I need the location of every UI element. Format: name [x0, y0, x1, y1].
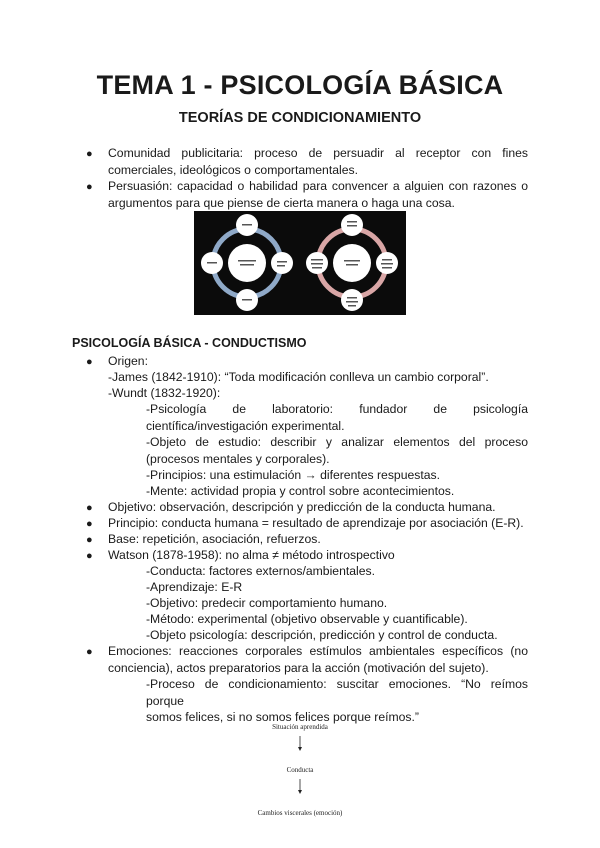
emociones-proceso: [146, 676, 528, 726]
down-arrow-icon: [298, 779, 302, 795]
bullet-icon: ●: [86, 356, 93, 368]
wundt-objeto-line: (procesos mentales y corporales).: [146, 451, 330, 466]
watson-item: -Objetivo: predecir comportamiento humano.: [146, 596, 388, 610]
intro-item: [108, 145, 528, 178]
bullet-icon: ●: [86, 534, 93, 546]
intro-line: Persuasión: capacidad o habilidad para convencer a alguien con razones o: [108, 179, 528, 193]
wundt-lab: [146, 401, 528, 434]
emociones-proceso-line: -Proceso de condicionamiento: suscitar emociones. “No reímos porque: [146, 677, 528, 708]
bullet-icon: ●: [86, 550, 93, 562]
intro-item: [108, 178, 528, 211]
origin-wundt: -Wundt (1832-1920):: [108, 386, 221, 400]
bullet-icon: ●: [86, 518, 93, 530]
wundt-objeto: [146, 434, 528, 467]
page-subtitle: TEORÍAS DE CONDICIONAMIENTO: [178, 110, 422, 126]
intro-line: comerciales, ideológicos o comportamentales.: [108, 162, 358, 177]
emociones-item: [108, 643, 528, 676]
flow-step-conducta: Conducta: [286, 766, 314, 774]
bullet-icon: ●: [86, 181, 93, 193]
bullet-icon: ●: [86, 502, 93, 514]
page-title: TEMA 1 - PSICOLOGÍA BÁSICA: [96, 70, 504, 100]
flow-step-situacion: Situación aprendida: [272, 723, 328, 731]
watson-item: -Método: experimental (objetivo observable y cuantificable).: [146, 612, 468, 626]
section-heading: PSICOLOGÍA BÁSICA - CONDUCTISMO: [72, 336, 307, 350]
intro-line: Comunidad publicitaria: proceso de persuadir al receptor con fines: [108, 146, 528, 160]
emociones-line: conciencia), actos preparatorios para la acción (motivación del sujeto).: [108, 660, 489, 675]
watson-item: -Objeto psicología: descripción, predicción y control de conducta.: [146, 628, 498, 642]
wundt-objeto-line: -Objeto de estudio: describir y analizar elementos del proceso: [146, 435, 528, 449]
bullet-icon: ●: [86, 148, 93, 160]
wundt-lab-line: -Psicología de laboratorio: fundador de psicología: [146, 402, 528, 416]
flow-step-cambios: Cambios viscerales (emoción): [257, 809, 343, 817]
bullet-icon: ●: [86, 646, 93, 658]
emociones-proceso-line: somos felices, si no somos felices porque reímos.”: [146, 710, 419, 724]
down-arrow-icon: [298, 736, 302, 752]
origin-james: -James (1842-1910): “Toda modificación conlleva un cambio corporal”.: [108, 370, 489, 384]
watson-item: -Conducta: factores externos/ambientales.: [146, 564, 375, 578]
wundt-mente: -Mente: actividad propia y control sobre acontecimientos.: [146, 484, 455, 498]
origin-label: Origen:: [108, 354, 148, 368]
base-item: Base: repetición, asociación, refuerzos.: [108, 532, 321, 546]
emociones-line: Emociones: reacciones corporales estímulos ambientales específicos (no: [108, 644, 528, 658]
wundt-principios: -Principios: una estimulación → diferentes respuestas.: [146, 468, 440, 482]
cycle-diagram-image: [194, 211, 406, 315]
objetivo-item: Objetivo: observación, descripción y predicción de la conducta humana.: [108, 500, 496, 514]
watson-label: Watson (1878-1958): no alma ≠ método introspectivo: [108, 548, 395, 562]
principio-item: Principio: conducta humana = resultado de aprendizaje por asociación (E-R).: [108, 516, 524, 530]
wundt-lab-line: científica/investigación experimental.: [146, 418, 345, 433]
intro-line: argumentos para que piense de cierta manera o haga una cosa.: [108, 195, 455, 210]
watson-item: -Aprendizaje: E-R: [146, 580, 243, 594]
